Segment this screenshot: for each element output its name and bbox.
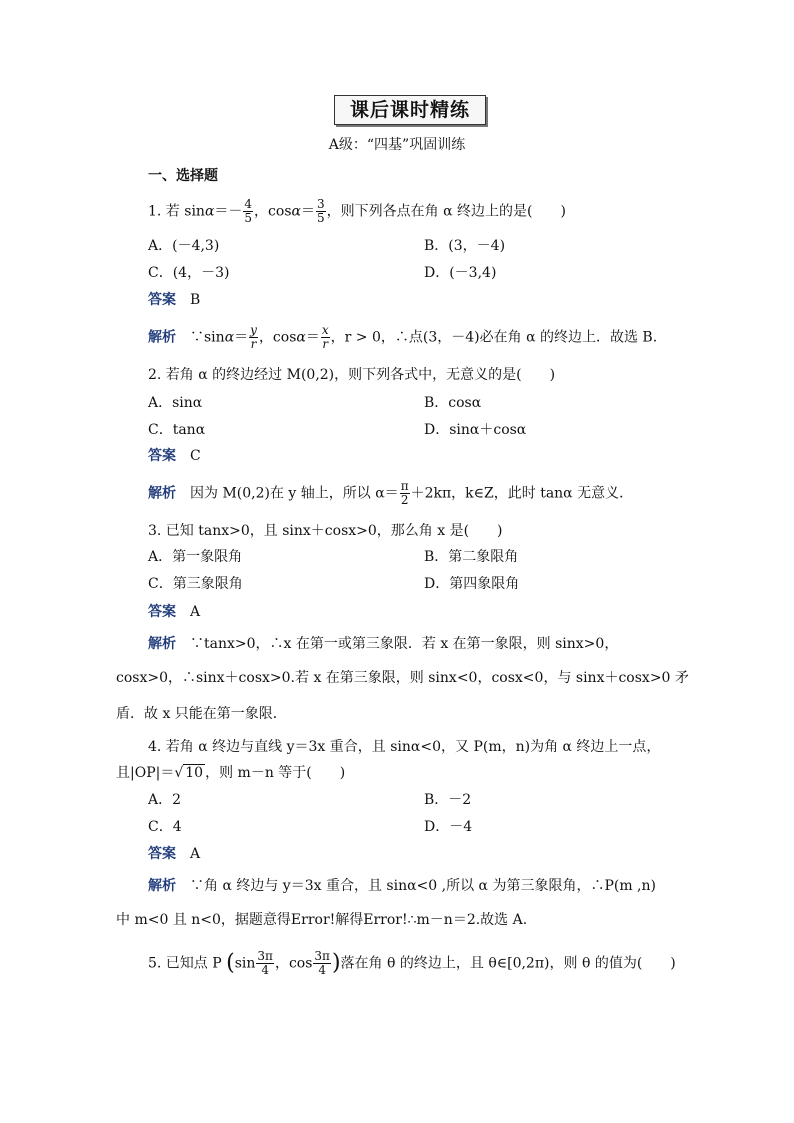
right-paren: )	[331, 950, 341, 976]
question-2-stem: 2. 若角 α 的终边经过 M(0,2)，则下列各式中，无意义的是( )	[148, 367, 556, 383]
q4-answer: 答案 A	[148, 846, 201, 862]
q4-option-b: B．－2	[424, 792, 472, 808]
fraction: $\frac{3}{5}$	[316, 197, 325, 225]
answer-label: 答案	[148, 846, 176, 862]
analysis-label: 解析	[148, 878, 176, 894]
fraction: $\frac{x}{r}$	[321, 323, 329, 351]
q3-option-a: A．第一象限角	[148, 549, 243, 565]
fraction: $\frac{3\pi}{4}$	[257, 949, 273, 977]
q2-option-c: C．tanα	[148, 422, 206, 438]
section-heading: 一、选择题	[148, 168, 218, 184]
sqrt-radicand: 10	[185, 765, 204, 781]
q1-option-a: A．(－4,3)	[148, 238, 220, 254]
q2-option-a: A．sinα	[148, 395, 203, 411]
q3-answer: 答案 A	[148, 604, 201, 620]
q2-option-d: D．sinα＋cosα	[424, 422, 527, 438]
q3-analysis-line2: cosx>0，∴sinx＋cosx>0.若 x 在第三象限，则 sinx<0，cosx<0，与 sinx＋cosx>0 矛	[116, 670, 689, 686]
question-4-stem-line1: 4. 若角 α 终边与直线 y＝3x 重合，且 sinα<0，又 P(m，n)为角 α 终边上一点，	[148, 739, 661, 755]
q3-option-d: D．第四象限角	[424, 576, 520, 592]
analysis-label: 解析	[148, 636, 176, 652]
q3-option-b: B．第二象限角	[424, 549, 519, 565]
analysis-label: 解析	[148, 329, 176, 346]
q4-option-d: D．－4	[424, 819, 473, 835]
q1-analysis: 解析 ∵sinα＝ $\frac{y}{r}$ ，cosα＝ $\frac{x}{r}$ ，r > 0，∴点(3，－4)必在角 α 的终边上．故选 B.	[148, 323, 658, 351]
q2-analysis: 解析 因为 M(0,2)在 y 轴上，所以 α＝ $\frac{\pi}{2}$ ＋2kπ，k∈Z，此时 tanα 无意义．	[148, 479, 634, 507]
q1-option-b: B．(3，－4)	[424, 238, 506, 254]
question-3-stem: 3. 已知 tanx>0，且 sinx＋cosx>0，那么角 x 是( )	[148, 523, 503, 539]
fraction: $\frac{3\pi}{4}$	[314, 949, 330, 977]
q3-option-c: C．第三象限角	[148, 576, 243, 592]
left-paren: (	[226, 950, 235, 976]
question-5-stem: 5. 已知点 P (sin $\frac{3\pi}{4}$ ，cos $\frac{3\pi}{4}$ )落在角 θ 的终边上，且 θ∈[0,2π)，则 θ 的值为( )	[148, 949, 676, 977]
question-4-stem-line2: 且|OP|＝√ 10 ，则 m－n 等于( )	[116, 765, 346, 781]
q4-option-c: C．4	[148, 819, 182, 835]
answer-label: 答案	[148, 604, 176, 620]
q3-analysis-line1: 解析 ∵tanx>0，∴x 在第一或第三象限．若 x 在第一象限，则 sinx>0，	[148, 636, 619, 652]
question-1-stem: 1. 若 sinα＝－ $\frac{4}{5}$ ，cosα＝ $\frac{3}{5}$ ，则下列各点在角 α 终边上的是( )	[148, 197, 566, 225]
q4-analysis-line2: 中 m<0 且 n<0，据题意得Error!解得Error!∴m－n＝2.故选 A.	[116, 912, 528, 928]
q1-option-d: D．(－3,4)	[424, 265, 497, 281]
q2-answer: 答案 C	[148, 448, 201, 464]
q1-option-c: C．(4，－3)	[148, 265, 230, 281]
page-title: 课后课时精练	[334, 95, 486, 125]
q2-option-b: B．cosα	[424, 395, 482, 411]
q4-analysis-line1: 解析 ∵角 α 终边与 y＝3x 重合，且 sinα<0 ,所以 α 为第三象限角，∴P(m ,n)	[148, 878, 656, 894]
q3-analysis-line3: 盾．故 x 只能在第一象限．	[116, 706, 287, 722]
page-subtitle: A级：“四基”巩固训练	[328, 137, 466, 153]
q4-option-a: A．2	[148, 792, 182, 808]
fraction: $\frac{4}{5}$	[244, 197, 253, 225]
fraction: $\frac{y}{r}$	[250, 323, 257, 351]
answer-label: 答案	[148, 292, 176, 308]
q1-answer: 答案 B	[148, 292, 201, 308]
fraction: $\frac{\pi}{2}$	[400, 479, 409, 507]
analysis-label: 解析	[148, 485, 176, 502]
answer-label: 答案	[148, 448, 176, 464]
